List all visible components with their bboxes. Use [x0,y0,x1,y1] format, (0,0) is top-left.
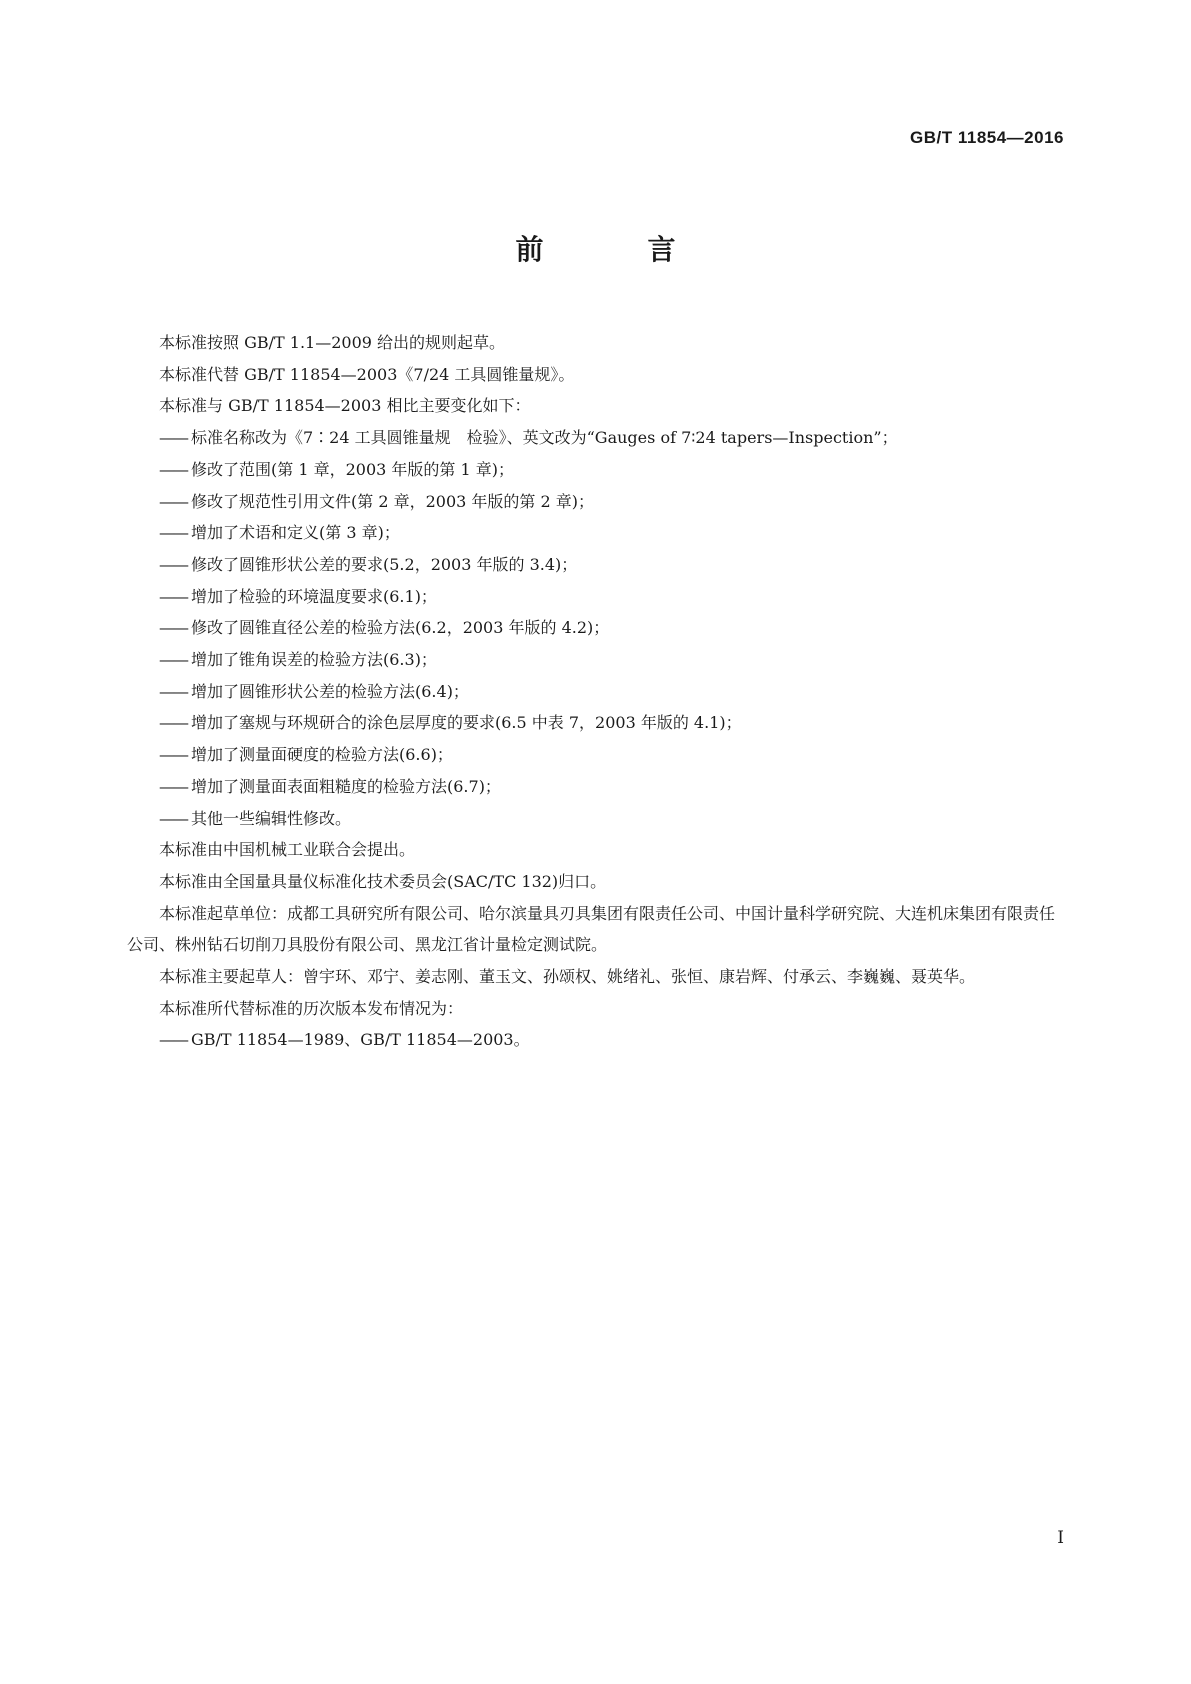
list-item [127,707,1065,739]
list-item-text: 增加了检验的环境温度要求(6.1)； [191,586,437,606]
dash-marker: —— [159,586,187,606]
list-item [127,486,1065,518]
list-item-text: 增加了测量面硬度的检验方法(6.6)； [191,745,453,765]
dash-marker: —— [159,523,187,543]
list-item [127,612,1065,644]
list-item [127,581,1065,613]
paragraph-replaces: 本标准代替 GB/T 11854—2003《7/24 工具圆锥量规》。 [159,364,575,384]
paragraph-technical-committee: 本标准由全国量具量仪标准化技术委员会(SAC/TC 132)归口。 [159,871,607,891]
dash-marker: —— [159,745,187,765]
list-item-history [127,1024,1065,1056]
list-item-text: 修改了规范性引用文件(第 2 章，2003 年版的第 2 章)； [191,491,594,511]
dash-marker: —— [159,776,187,796]
dash-marker: —— [159,554,187,574]
dash-marker: —— [159,808,187,828]
paragraph-drafting-rules: 本标准按照 GB/T 1.1—2009 给出的规则起草。 [159,333,506,352]
dash-marker: —— [159,428,187,448]
list-item [127,454,1065,486]
paragraph-drafters: 本标准主要起草人：曾宇环、邓宁、姜志刚、董玉文、孙颂权、姚绪礼、张恒、康岩辉、付承云、李巍巍、聂英华。 [159,967,976,987]
dash-marker: —— [159,650,187,670]
dash-marker: —— [159,459,187,479]
list-item [127,644,1065,676]
dash-marker: —— [159,1030,187,1050]
list-item-text: 增加了术语和定义(第 3 章)； [191,523,400,543]
list-item [127,771,1065,803]
dash-marker: —— [159,713,187,733]
list-item-text: 修改了圆锥形状公差的要求(5.2，2003 年版的 3.4)； [191,554,578,574]
list-item-text: 修改了范围(第 1 章，2003 年版的第 1 章)； [191,459,514,479]
paragraph-drafting-units: 本标准起草单位：成都工具研究所有限公司、哈尔滨量具刃具集团有限责任公司、中国计量科学研究院、大连机床集团有限责任公司、株州钻石切削刀具股份有限公司、黑龙江省计量检定测试院。 [127,903,1056,955]
paragraph-main-changes: 本标准与 GB/T 11854—2003 相比主要变化如下： [159,396,531,416]
list-item-text: 增加了测量面表面粗糙度的检验方法(6.7)； [191,776,501,796]
list-item-text: 其他一些编辑性修改。 [191,808,352,828]
dash-marker: —— [159,491,187,511]
list-item-text: 增加了锥角误差的检验方法(6.3)； [191,650,437,670]
page-title: 前 言 [515,233,714,266]
paragraph-history-intro: 本标准所代替标准的历次版本发布情况为： [159,998,464,1018]
list-item-text: 增加了圆锥形状公差的检验方法(6.4)； [191,681,469,701]
foreword-body [127,327,1065,1056]
list-item [127,676,1065,708]
paragraph-proposed-by: 本标准由中国机械工业联合会提出。 [159,840,416,860]
list-item-text: GB/T 11854—1989、GB/T 11854—2003。 [191,1030,530,1050]
list-item [127,739,1065,771]
standard-code: GB/T 11854—2016 [910,128,1064,147]
page-number: I [1057,1528,1064,1548]
list-item-text: 标准名称改为《7∶24 工具圆锥量规 检验》、英文改为“Gauges of 7∶24 tapers—Inspection”； [191,428,898,448]
dash-marker: —— [159,681,187,701]
list-item [127,422,1065,454]
list-item [127,803,1065,835]
list-item [127,549,1065,581]
dash-marker: —— [159,618,187,638]
list-item [127,517,1065,549]
list-item-text: 修改了圆锥直径公差的检验方法(6.2，2003 年版的 4.2)； [191,618,610,638]
list-item-text: 增加了塞规与环规研合的涂色层厚度的要求(6.5 中表 7，2003 年版的 4.1)； [191,713,742,733]
